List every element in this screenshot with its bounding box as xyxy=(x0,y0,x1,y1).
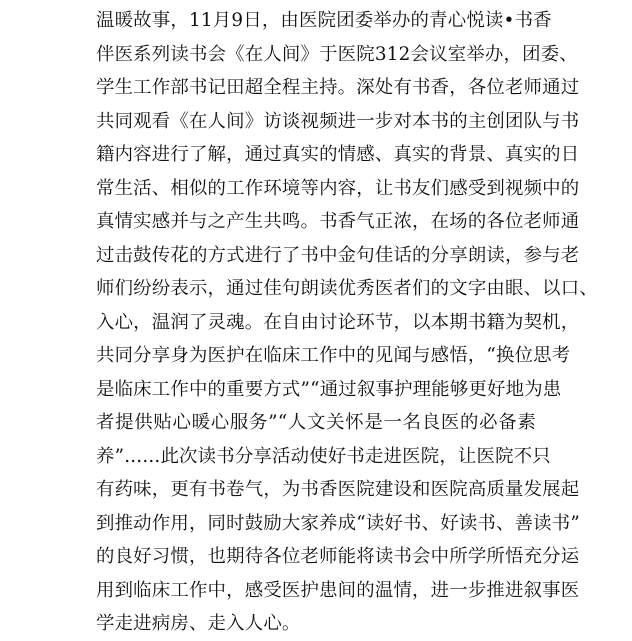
text-line: 的良好习惯，也期待各位老师能将读书会中所学所悟充分运 xyxy=(96,546,580,567)
text-line: 过击鼓传花的方式进行了书中金句佳话的分享朗读，参与老 xyxy=(96,244,580,266)
text-line: 是临床工作中的重要方式”“通过叙事护理能够更好地为患 xyxy=(96,378,562,400)
text-line: 学走进病房、走入人心。 xyxy=(96,613,301,634)
text-line: 有药味，更有书卷气，为书香医院建设和医院高质量发展起 xyxy=(96,479,580,500)
text-line: 真情实感并与之产生共鸣。书香气正浓，在场的各位老师通 xyxy=(96,211,580,232)
text-line: 者提供贴心暖心服务”“人文关怀是一名良医的必备素 xyxy=(96,412,536,433)
text-line: 养”......此次读书分享活动使好书走进医院，让医院不只 xyxy=(96,445,551,467)
text-line: 温暖故事，11月9日，由医院团委举办的青心悦读•书香 xyxy=(96,10,552,31)
text-line: 学生工作部书记田超全程主持。深处有书香，各位老师通过 xyxy=(96,77,580,98)
text-line: 师们纷纷表示，通过佳句朗读优秀医者们的文字由眼、以口、 xyxy=(96,278,598,299)
text-line: 用到临床工作中，感受医护患间的温情，进一步推进叙事医 xyxy=(96,579,580,601)
text-line: 伴医系列读书会《在人间》于医院312会议室举办，团委、 xyxy=(96,43,578,65)
text-line: 入心，温润了灵魂。在自由讨论环节，以本期书籍为契机， xyxy=(96,311,580,333)
text-line: 籍内容进行了解，通过真实的情感、真实的背景、真实的日 xyxy=(96,144,580,165)
article-body xyxy=(96,4,598,641)
text-line: 共同分享身为医护在临床工作中的见闻与感悟，“换位思考 xyxy=(96,345,571,366)
text-line: 常生活、相似的工作环境等内容，让书友们感受到视频中的 xyxy=(96,177,580,199)
text-line: 共同观看《在人间》访谈视频进一步对本书的主创团队与书 xyxy=(96,110,580,132)
text-line: 到推动作用，同时鼓励大家养成“读好书、好读书、善读书” xyxy=(96,512,580,534)
